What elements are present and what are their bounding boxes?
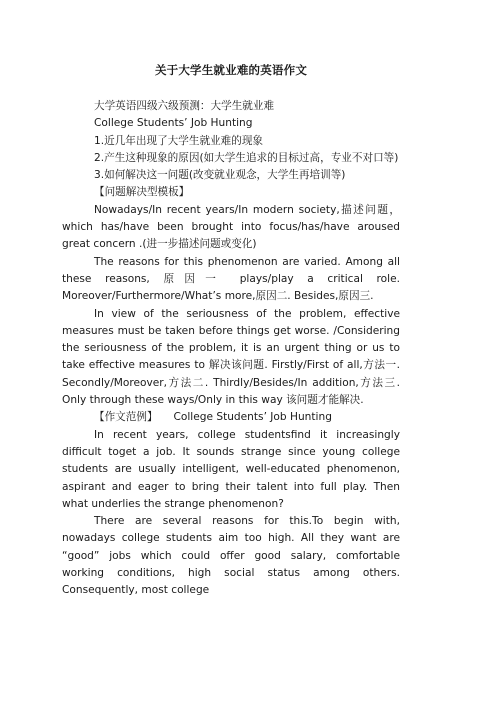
sample-paragraph-2: There are several reasons for this.To begin with, nowadays college students aim too high. All they want are “good” jobs which could offer good salary, comfortable working conditions, high social status among others. Consequently, most college <box>62 515 400 597</box>
paragraph-heading: 大学英语四级六级预测：大学生就业难 <box>94 100 275 112</box>
template-paragraph-3: In view of the seriousness of the problem, effective measures must be taken before things get worse. /Considering the seriousness of the problem, it is an urgent thing or us to take effective measures to 解决该问题. Firstly/First of all,方法一. Secondly/Moreover,方法二. Thirdly/Besides/In addition,方法三. Only through these ways/Only in this way 该问题才能解决. <box>62 307 400 407</box>
template-paragraph-2: The reasons for this phenomenon are varied. Among all these reasons, 原因一 plays/play a critical role. Moreover/Furthermore/What’s more,原因二. Besides,原因三. <box>62 255 400 303</box>
outline-point-3: 3.如何解决这一问题(改变就业观念，大学生再培训等) <box>94 169 346 182</box>
sample-heading: 【作文范例】 College Students’ Job Hunting <box>94 411 332 424</box>
template-paragraph-1: Nowadays/In recent years/In modern society,描述问题，which has/have been brought into focus/has/have aroused great concern .(进一步描述问题或变化) <box>62 203 400 251</box>
document-title: 关于大学生就业难的英语作文 <box>154 63 308 77</box>
sample-paragraph-1: In recent years, college studentsfind it increasingly difficult toget a job. It sounds strange since young college students are usually intelligent, well-educated phenomenon, aspirant and eager to bring their talent into full play. Then what underlies the strange phenomenon? <box>62 428 400 510</box>
outline-point-2: 2.产生这种现象的原因(如大学生追求的目标过高，专业不对口等) <box>94 151 399 164</box>
paragraph-topic: College Students’ Job Hunting <box>94 117 253 130</box>
template-heading: 【问题解决型模板】 <box>94 186 190 199</box>
outline-point-1: 1.近几年出现了大学生就业难的现象 <box>94 134 264 147</box>
